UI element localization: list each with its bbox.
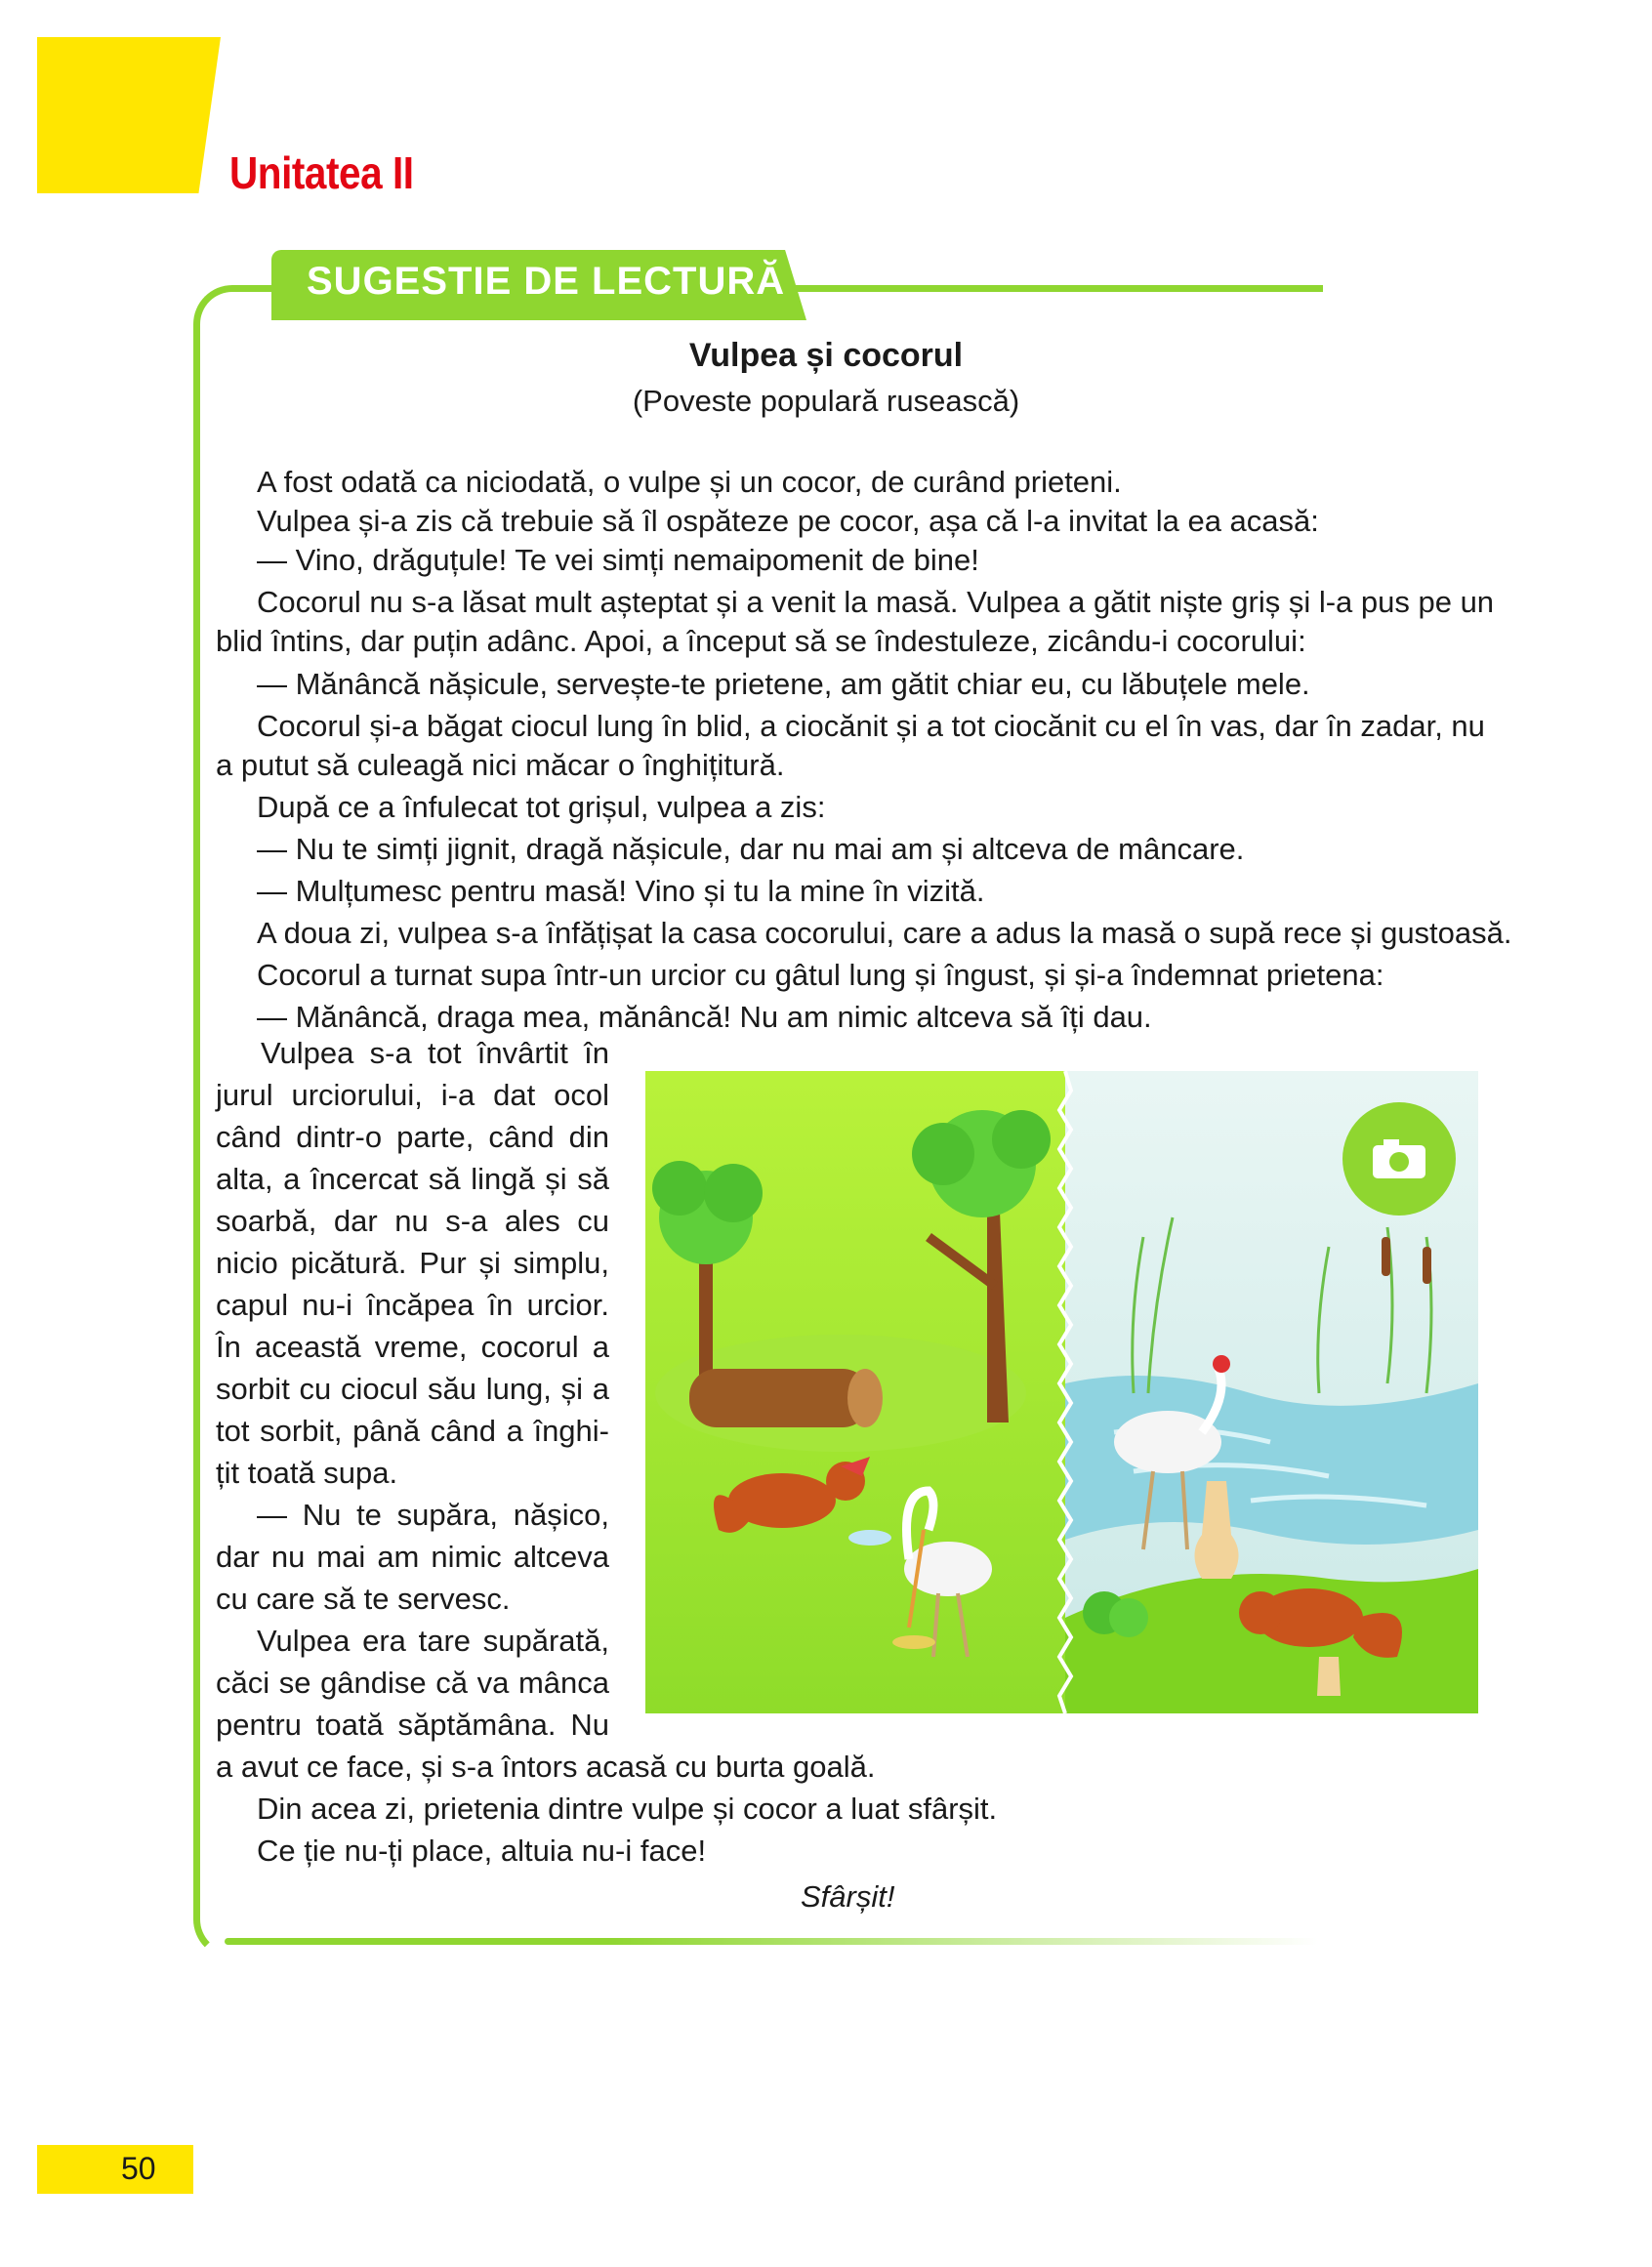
camera-icon bbox=[1342, 1102, 1456, 1216]
story-line: A fost odată ca niciodată, o vulpe și un cocor, de curând prieteni. bbox=[257, 465, 1122, 499]
story-line: sorbit cu ciocul său lung, și a bbox=[216, 1372, 609, 1406]
story-line: jurul urciorului, i-a dat ocol bbox=[216, 1078, 609, 1112]
story-line: În această vreme, cocorul a bbox=[216, 1330, 609, 1364]
story-line: a putut să culeagă nici măcar o înghițitură. bbox=[216, 748, 785, 782]
chapter-tab-decoration bbox=[37, 37, 221, 193]
story-line: Cocorul nu s-a lăsat mult așteptat și a venit la masă. Vulpea a gătit niște griș și l-a pus pe un bbox=[257, 585, 1495, 619]
story-illustration bbox=[645, 1071, 1478, 1713]
story-line: alta, a încercat să lingă și să bbox=[216, 1162, 609, 1196]
story-line: Vulpea era tare supărată, bbox=[257, 1624, 609, 1658]
story-line: căci se gândise că va mânca bbox=[216, 1666, 609, 1700]
story-line: — Mănâncă nășicule, servește-te prietene, am gătit chiar eu, cu lăbuțele mele. bbox=[257, 667, 1310, 701]
story-line: — Mănâncă, draga mea, mănâncă! Nu am nimic altceva să îți dau. bbox=[257, 1000, 1152, 1034]
story-line: Ce ție nu-ți place, altuia nu-i face! bbox=[257, 1834, 707, 1868]
story-line: țit toată supa. bbox=[216, 1456, 398, 1490]
page-number-background bbox=[37, 2145, 193, 2194]
story-line: capul nu-i încăpea în urcior. bbox=[216, 1288, 609, 1322]
section-badge-label: SUGESTIE DE LECTURĂ bbox=[307, 260, 786, 303]
story-line: A doua zi, vulpea s-a înfățișat la casa cocorului, care a adus la masă o supă rece și gustoasă. bbox=[257, 916, 1512, 950]
story-line: Cocorul a turnat supa într-un urcior cu gâtul lung și îngust, și și-a îndemnat prietena: bbox=[257, 958, 1384, 992]
story-line: blid întins, dar puțin adânc. Apoi, a început să se îndestuleze, zicându-i cocorului: bbox=[216, 624, 1306, 658]
story-line: După ce a înfulecat tot grișul, vulpea a zis: bbox=[257, 790, 826, 824]
story-title: Vulpea și cocorul bbox=[688, 337, 964, 374]
page-number: 50 bbox=[121, 2151, 156, 2186]
story-line: — Nu te supăra, nășico, bbox=[257, 1498, 609, 1532]
story-line: a avut ce face, și s-a întors acasă cu burta goală. bbox=[216, 1750, 876, 1784]
story-line: nicio picătură. Pur și simplu, bbox=[216, 1246, 609, 1280]
story-line: dar nu mai am nimic altceva bbox=[216, 1540, 609, 1574]
story-subtitle: (Poveste populară rusească) bbox=[632, 384, 1020, 418]
reading-frame-bottom bbox=[225, 1938, 1318, 1945]
unit-title: Unitatea II bbox=[229, 147, 414, 198]
story-line: Cocorul și-a băgat ciocul lung în blid, a ciocănit și a tot ciocănit cu el în vas, dar în zadar, nu bbox=[257, 709, 1485, 743]
story-line: soarbă, dar nu s-a ales cu bbox=[216, 1204, 609, 1238]
story-line: tot sorbit, până când a înghi- bbox=[216, 1414, 609, 1448]
story-line: — Nu te simți jignit, dragă nășicule, dar nu mai am și altceva de mâncare. bbox=[257, 832, 1245, 866]
story-line: când dintr-o parte, când din bbox=[216, 1120, 609, 1154]
story-line: Din acea zi, prietenia dintre vulpe și cocor a luat sfârșit. bbox=[257, 1792, 998, 1826]
story-line: cu care să te servesc. bbox=[216, 1582, 511, 1616]
story-ending: Sfârșit! bbox=[801, 1879, 895, 1914]
story-line: Vulpea și-a zis că trebuie să îl ospăteze pe cocor, așa că l-a invitat la ea acasă: bbox=[257, 504, 1319, 538]
story-line: — Vino, drăguțule! Te vei simți nemaipomenit de bine! bbox=[257, 543, 979, 577]
story-line: — Mulțumesc pentru masă! Vino și tu la mine în vizită. bbox=[257, 874, 985, 908]
story-line: Vulpea s-a tot învârtit în bbox=[261, 1036, 609, 1070]
story-line: pentru toată săptămâna. Nu bbox=[216, 1708, 609, 1742]
